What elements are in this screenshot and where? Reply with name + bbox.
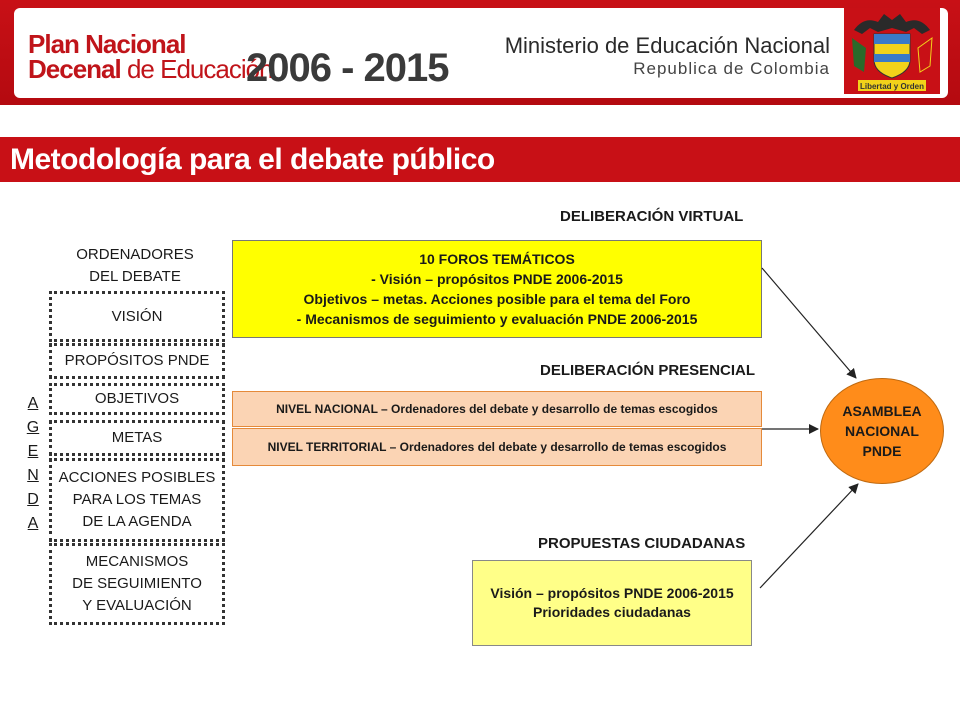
ciudadanas-label: PROPUESTAS CIUDADANAS — [538, 535, 746, 552]
foros-line1: 10 FOROS TEMÁTICOS — [419, 251, 575, 267]
title-bar — [0, 137, 960, 182]
svg-text:Libertad y Orden: Libertad y Orden — [859, 82, 925, 91]
header-banner — [0, 0, 960, 105]
item-acciones-line2: PARA LOS TEMAS — [72, 491, 202, 508]
nivel-nacional-text — [276, 402, 718, 416]
agenda-letter: A — [27, 515, 39, 532]
ministry-name: Ministerio de Educación Nacional — [504, 33, 830, 58]
plan-logo-educacion: de Educación — [120, 54, 273, 84]
item-acciones-line1: ACCIONES POSIBLES — [58, 469, 216, 486]
agenda-letter: N — [27, 467, 39, 484]
nivel-territorial-box — [232, 428, 762, 466]
item-acciones-line3: DE LA AGENDA — [82, 513, 192, 530]
foros-line2: - Visión – propósitos PNDE 2006-2015 — [371, 271, 623, 287]
foros-line4: - Mecanismos de seguimiento y evaluación PNDE 2006-2015 — [296, 311, 698, 327]
nivel-nacional-desc: – Ordenadores del debate y desarrollo de temas escogidos — [377, 402, 718, 416]
item-metas-text: METAS — [111, 429, 163, 446]
ministry-country: Republica de Colombia — [633, 59, 830, 78]
arrow-ciudadanas-to-asamblea — [760, 484, 858, 588]
item-propositos-text: PROPÓSITOS PNDE — [64, 352, 210, 369]
nivel-nacional-box — [232, 391, 762, 427]
header-panel — [14, 8, 948, 98]
agenda-vertical-label — [26, 392, 40, 536]
nivel-territorial-text — [268, 440, 727, 454]
item-vision — [49, 291, 225, 342]
agenda-letter: A — [27, 395, 39, 412]
item-objetivos-text: OBJETIVOS — [94, 390, 180, 407]
item-objetivos — [49, 383, 225, 415]
foros-line3: Objetivos – metas. Acciones posible para el tema del Foro — [303, 291, 691, 307]
ordenadores-heading — [50, 244, 220, 288]
asamblea-line2: NACIONAL — [845, 423, 919, 439]
nivel-territorial-title: NIVEL TERRITORIAL — [267, 440, 387, 454]
asamblea-line1: ASAMBLEA — [842, 403, 922, 419]
plan-logo-line2 — [28, 56, 273, 82]
item-propositos — [49, 343, 225, 379]
item-mecanismos-line1: MECANISMOS — [85, 553, 189, 570]
page-title: Metodología para el debate público — [10, 143, 495, 176]
item-mecanismos-line2: DE SEGUIMIENTO — [72, 575, 202, 592]
ciudadanas-line1: Visión – propósitos PNDE 2006-2015 — [490, 585, 734, 601]
item-mecanismos-line3: Y EVALUACIÓN — [82, 597, 192, 614]
asamblea-ellipse — [820, 378, 944, 484]
ministry-block — [505, 34, 830, 80]
plan-logo — [28, 29, 273, 84]
ordenadores-line1: ORDENADORES — [76, 246, 194, 263]
plan-logo-decenal: Decenal — [28, 54, 121, 84]
agenda-letter: D — [27, 491, 39, 508]
agenda-letter: E — [27, 443, 39, 460]
presencial-label: DELIBERACIÓN PRESENCIAL — [540, 362, 756, 379]
item-metas — [49, 420, 225, 456]
foros-box — [232, 240, 762, 338]
colombia-shield-icon — [844, 8, 940, 94]
ciudadanas-line2: Prioridades ciudadanas — [533, 604, 691, 620]
agenda-letter: G — [26, 419, 40, 436]
arrow-virtual-to-asamblea — [762, 268, 856, 378]
plan-years: 2006 - 2015 — [246, 46, 449, 90]
item-mecanismos — [49, 543, 225, 625]
asamblea-line3: PNDE — [862, 443, 902, 459]
item-vision-text: VISIÓN — [111, 307, 163, 325]
ciudadanas-box — [472, 560, 752, 646]
plan-logo-line1: Plan Nacional — [28, 29, 186, 59]
nivel-territorial-desc: – Ordenadores del debate y desarrollo de temas escogidos — [386, 440, 727, 454]
nivel-nacional-title: NIVEL NACIONAL — [276, 402, 378, 416]
item-acciones — [49, 458, 225, 542]
ordenadores-line2: DEL DEBATE — [89, 268, 181, 285]
virtual-label: DELIBERACIÓN VIRTUAL — [560, 208, 744, 225]
